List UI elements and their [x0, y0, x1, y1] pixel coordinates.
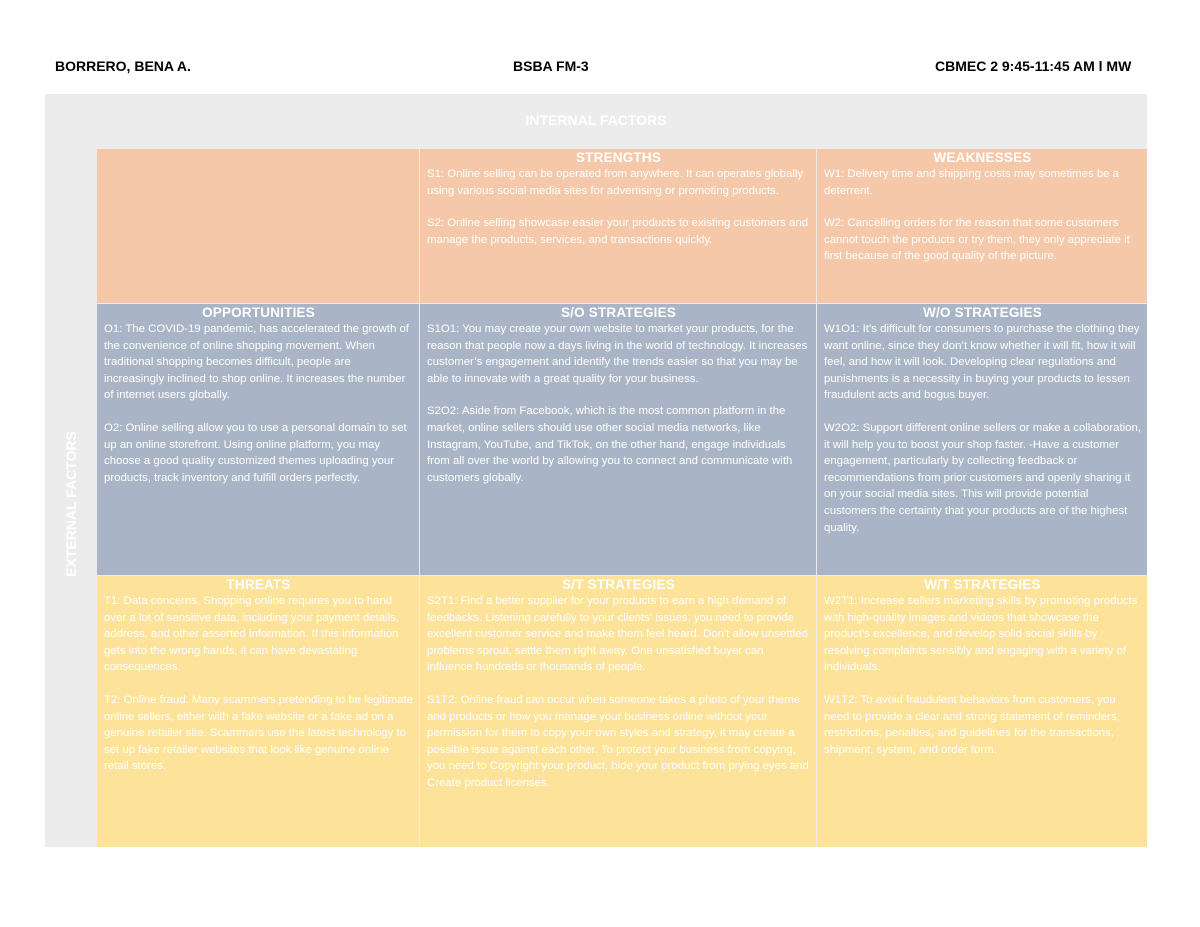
so-item-s2o2: S2O2: Aside from Facebook, which is the most common platform in the market, online sellers should use other social media networks, like Instagram, YouTube, and TikTok, on the other hand, engage individuals from all over the world by allowing you to connect and communicate with customers globally. [427, 405, 793, 484]
course-code: BSBA FM-3 [513, 58, 589, 74]
strength-item-s2: S2: Online selling showcase easier your products to existing customers and manage the products, services, and transactions quickly. [427, 217, 809, 246]
so-item-s1o1: S1O1: You may create your own website to market your products, for the reason that people now a days living in the world of technology. It increases customer’s engagement and identify the trends easier so that you may be able to innovate with a great quality for your business. [427, 323, 808, 385]
opportunity-item-o1: O1: The COVID-19 pandemic, has accelerated the growth of the convenience of online shopping movement. When traditional shopping becomes difficult, people are increasingly inclined to shop online. It increases the number of internet users globally. [104, 323, 409, 402]
st-strategies-title: S/T STRATEGIES [562, 577, 675, 592]
st-item-s2t1: S2T1: Find a better supplier for your products to earn a high demand of feedbacks. Listening carefully to your clients' issues, you need to provide excellent customer service and make them feel heard. Don't allow unsettled problems sprout, settle them right away. One unsatisfied buyer can influence hundreds or thousands of people. [427, 595, 808, 674]
so-strategies-cell [420, 304, 816, 575]
weakness-item-w1: W1: Delivery time and shipping costs may sometimes be a deterrent. [824, 168, 1120, 197]
strength-item-s1: S1: Online selling can be operated from anywhere. It can operates globally using various social media sites for advertising or promoting products. [427, 168, 804, 197]
opportunity-item-o2: O2: Online selling allow you to use a personal domain to set up an online storefront. Using online platform, you may choose a good quality customized themes uploading your products, track inventory and fulfill orders perfectly. [104, 421, 407, 484]
weaknesses-cell [817, 149, 1147, 303]
st-strategies-cell [420, 576, 816, 847]
student-name: BORRERO, BENA A. [55, 58, 191, 74]
wo-strategies-cell [817, 304, 1147, 575]
opportunities-title: OPPORTUNITIES [202, 305, 315, 320]
wt-item-w1t2: W1T2: To avoid fraudulent behaviors from customers, you need to provide a clear and strong statement of reminders, restrictions, penalties, and guidelines for the transactions, shipment, system, and order form. [824, 693, 1120, 756]
weakness-item-w2: W2: Cancelling orders for the reason that some customers cannot touch the products or try them, they only appreciate it first because of the good quality of the picture. [824, 217, 1130, 263]
wo-item-w2o2: W2O2: Support different online sellers or make a collaboration, it will help you to boost your shop faster. -Have a customer engagement, particularly by collecting feedback or recommendations from prior customers and openly sharing it on your social media sites. This will provide potential customers the certainty that your products are of the highest quality. [824, 421, 1141, 534]
wt-strategies-cell [817, 576, 1147, 847]
strengths-title: STRENGTHS [575, 150, 662, 165]
opportunities-cell [97, 304, 419, 575]
class-schedule: CBMEC 2 9:45-11:45 AM l MW [935, 58, 1132, 74]
strengths-cell [420, 149, 816, 303]
swot-matrix [45, 94, 1147, 847]
wo-item-w1o1: W1O1: It’s difficult for consumers to purchase the clothing they want online, since they don’t know whether it will fit, how it will feel, and how it will look. Developing clear regulations and punishments is a necessity in buying your products to lessen fraudulent acts and bogus buyer. [824, 323, 1140, 402]
page-header [0, 58, 1200, 78]
internal-factors-label: INTERNAL FACTORS [525, 112, 667, 128]
threats-title: THREATS [226, 577, 291, 592]
wo-strategies-title: W/O STRATEGIES [923, 305, 1042, 320]
wt-strategies-title: W/T STRATEGIES [924, 577, 1041, 592]
so-strategies-title: S/O STRATEGIES [560, 305, 677, 320]
external-factors-label: EXTERNAL FACTORS [63, 431, 79, 577]
blank-corner-cell [97, 149, 419, 303]
threat-item-t1: T1: Data concerns. Shopping online requires you to hand over a lot of sensitive data, including your payment details, address, and other assorted information. If this information gets into the wrong hands, it can have devastating consequences. [104, 595, 400, 674]
threat-item-t2: T2: Online fraud. Many scammers pretending to be legitimate online sellers, either with a fake website or a fake ad on a genuine retailer site. Scammers use the latest technology to set up fake retailer websites that look like genuine online retail stores. [104, 693, 413, 773]
threats-cell [97, 576, 419, 847]
st-item-s1t2: S1T2: Online fraud can occur when someone takes a photo of your theme and products or how you manage your business online without your permission for them to copy your own styles and strategy, it may create a possible issue against each other. To protect your business from copying, you need to Copyright your product, hide your product from prying eyes and Create product licenses. [427, 693, 809, 789]
weaknesses-title: WEAKNESSES [933, 150, 1032, 165]
wt-item-w2t1: W2T1: Increase sellers marketing skills by promoting products with high-quality images and videos that showcase the product’s excellence, and develop solid social skills by resolving complaints sensibly and engaging with a variety of individuals. [824, 595, 1138, 674]
